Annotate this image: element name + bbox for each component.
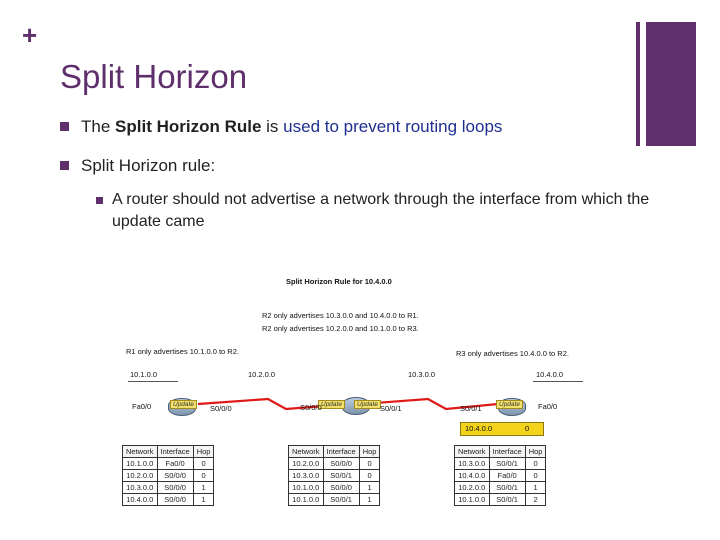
r3-serial-interface: S0/0/1 (460, 404, 482, 413)
table-cell: 1 (193, 482, 214, 494)
table-cell: S0/0/1 (323, 470, 359, 482)
table-cell: 1 (359, 494, 380, 506)
slide-title: Split Horizon (60, 58, 248, 95)
table-cell: 10.3.0.0 (123, 482, 158, 494)
table-cell: S0/0/0 (323, 482, 359, 494)
r3-note: R3 only advertises 10.4.0.0 to R2. (456, 349, 569, 358)
column-header: Hop (359, 446, 380, 458)
table-row (455, 470, 546, 482)
update-badge-r3: Update (496, 400, 523, 409)
r2-left-interface: S0/0/0 (300, 403, 322, 412)
sub-bullet-text: A router should not advertise a network through the interface from which the update came (112, 191, 650, 230)
split-horizon-diagram (118, 273, 590, 513)
table-row (123, 470, 214, 482)
column-header: Interface (323, 446, 359, 458)
routing-table-r2 (288, 445, 380, 506)
r1-note: R1 only advertises 10.1.0.0 to R2. (126, 347, 239, 356)
table-cell: 0 (359, 458, 380, 470)
table-cell: 1 (359, 482, 380, 494)
update-badge-r2-left: Update (318, 400, 345, 409)
table-cell: Fa0/0 (489, 470, 525, 482)
table-row (289, 458, 380, 470)
table-cell: 10.4.0.0 (455, 470, 490, 482)
routing-table-r3 (454, 445, 546, 506)
table-cell: S0/0/0 (157, 482, 193, 494)
table-cell: 0 (193, 470, 214, 482)
table-cell: S0/0/0 (157, 494, 193, 506)
column-header: Hop (525, 446, 546, 458)
table-cell: S0/0/0 (323, 458, 359, 470)
table-cell: S0/0/1 (489, 458, 525, 470)
table-cell: 10.1.0.0 (289, 494, 324, 506)
update-badge-r2-right: Update (354, 400, 381, 409)
r1-fa-interface: Fa0/0 (132, 402, 152, 411)
table-cell: 10.1.0.0 (123, 458, 158, 470)
accent-bar-thick (646, 22, 696, 146)
highlighted-network: 10.4.0.0 (465, 424, 493, 433)
table-row (123, 494, 214, 506)
table-row (123, 482, 214, 494)
column-header: Network (123, 446, 158, 458)
diagram-title: Split Horizon Rule for 10.4.0.0 (286, 277, 392, 286)
routing-table-r1 (122, 445, 214, 506)
table-cell: S0/0/0 (157, 470, 193, 482)
table-cell: 10.2.0.0 (123, 470, 158, 482)
bullet-square-icon (60, 161, 69, 170)
bullet-1-link[interactable]: used to prevent routing loops (283, 117, 503, 136)
column-header: Interface (489, 446, 525, 458)
r3-fa-interface: Fa0/0 (538, 402, 558, 411)
accent-bar-thin (636, 22, 640, 146)
table-row (289, 482, 380, 494)
column-header: Network (455, 446, 490, 458)
table-cell: 10.1.0.0 (455, 494, 490, 506)
table-cell: 10.2.0.0 (289, 458, 324, 470)
network-label-4: 10.4.0.0 (536, 370, 564, 379)
r1-serial-interface: S0/0/0 (210, 404, 232, 413)
table-cell: 0 (193, 458, 214, 470)
table-cell: 0 (359, 470, 380, 482)
r2-note-2: R2 only advertises 10.2.0.0 and 10.1.0.0 to R3. (262, 324, 419, 333)
table-cell: Fa0/0 (157, 458, 193, 470)
bullet-2-colon: : (210, 156, 216, 175)
highlighted-route (460, 422, 544, 436)
table-cell: S0/0/1 (489, 482, 525, 494)
table-row (289, 470, 380, 482)
bullet-1-mid: is (261, 117, 284, 136)
plus-icon: + (22, 20, 38, 50)
column-header: Hop (193, 446, 214, 458)
table-cell: 1 (525, 482, 546, 494)
update-badge-r1: Update (170, 400, 197, 409)
table-cell: 10.3.0.0 (289, 470, 324, 482)
sub-bullet-square-icon (96, 197, 103, 204)
table-cell: S0/0/1 (323, 494, 359, 506)
table-row (455, 458, 546, 470)
network-label-1: 10.1.0.0 (130, 370, 158, 379)
table-cell: S0/0/1 (489, 494, 525, 506)
table-cell: 10.1.0.0 (289, 482, 324, 494)
table-cell: 1 (193, 494, 214, 506)
bullet-square-icon (60, 122, 69, 131)
column-header: Interface (157, 446, 193, 458)
column-header: Network (289, 446, 324, 458)
table-cell: 10.4.0.0 (123, 494, 158, 506)
table-cell: 10.2.0.0 (455, 482, 490, 494)
table-row (455, 494, 546, 506)
table-cell: 2 (525, 494, 546, 506)
bullet-2 (60, 155, 215, 177)
r2-right-interface: S0/0/1 (380, 404, 402, 413)
r2-note-1: R2 only advertises 10.3.0.0 and 10.4.0.0 to R1. (262, 311, 419, 320)
table-row (123, 458, 214, 470)
sub-bullet (96, 189, 682, 233)
bullet-1-pre: The (81, 117, 116, 136)
table-cell: 10.3.0.0 (455, 458, 490, 470)
table-row (289, 494, 380, 506)
table-cell: 0 (525, 458, 546, 470)
highlighted-hop: 0 (525, 424, 530, 433)
bullet-1 (60, 116, 502, 138)
network-label-2: 10.2.0.0 (248, 370, 276, 379)
network-label-3: 10.3.0.0 (408, 370, 436, 379)
table-cell: 0 (525, 470, 546, 482)
bullet-1-bold: Split Horizon Rule (115, 117, 262, 136)
bullet-2-text: Split Horizon rule (81, 156, 211, 175)
table-row (455, 482, 546, 494)
